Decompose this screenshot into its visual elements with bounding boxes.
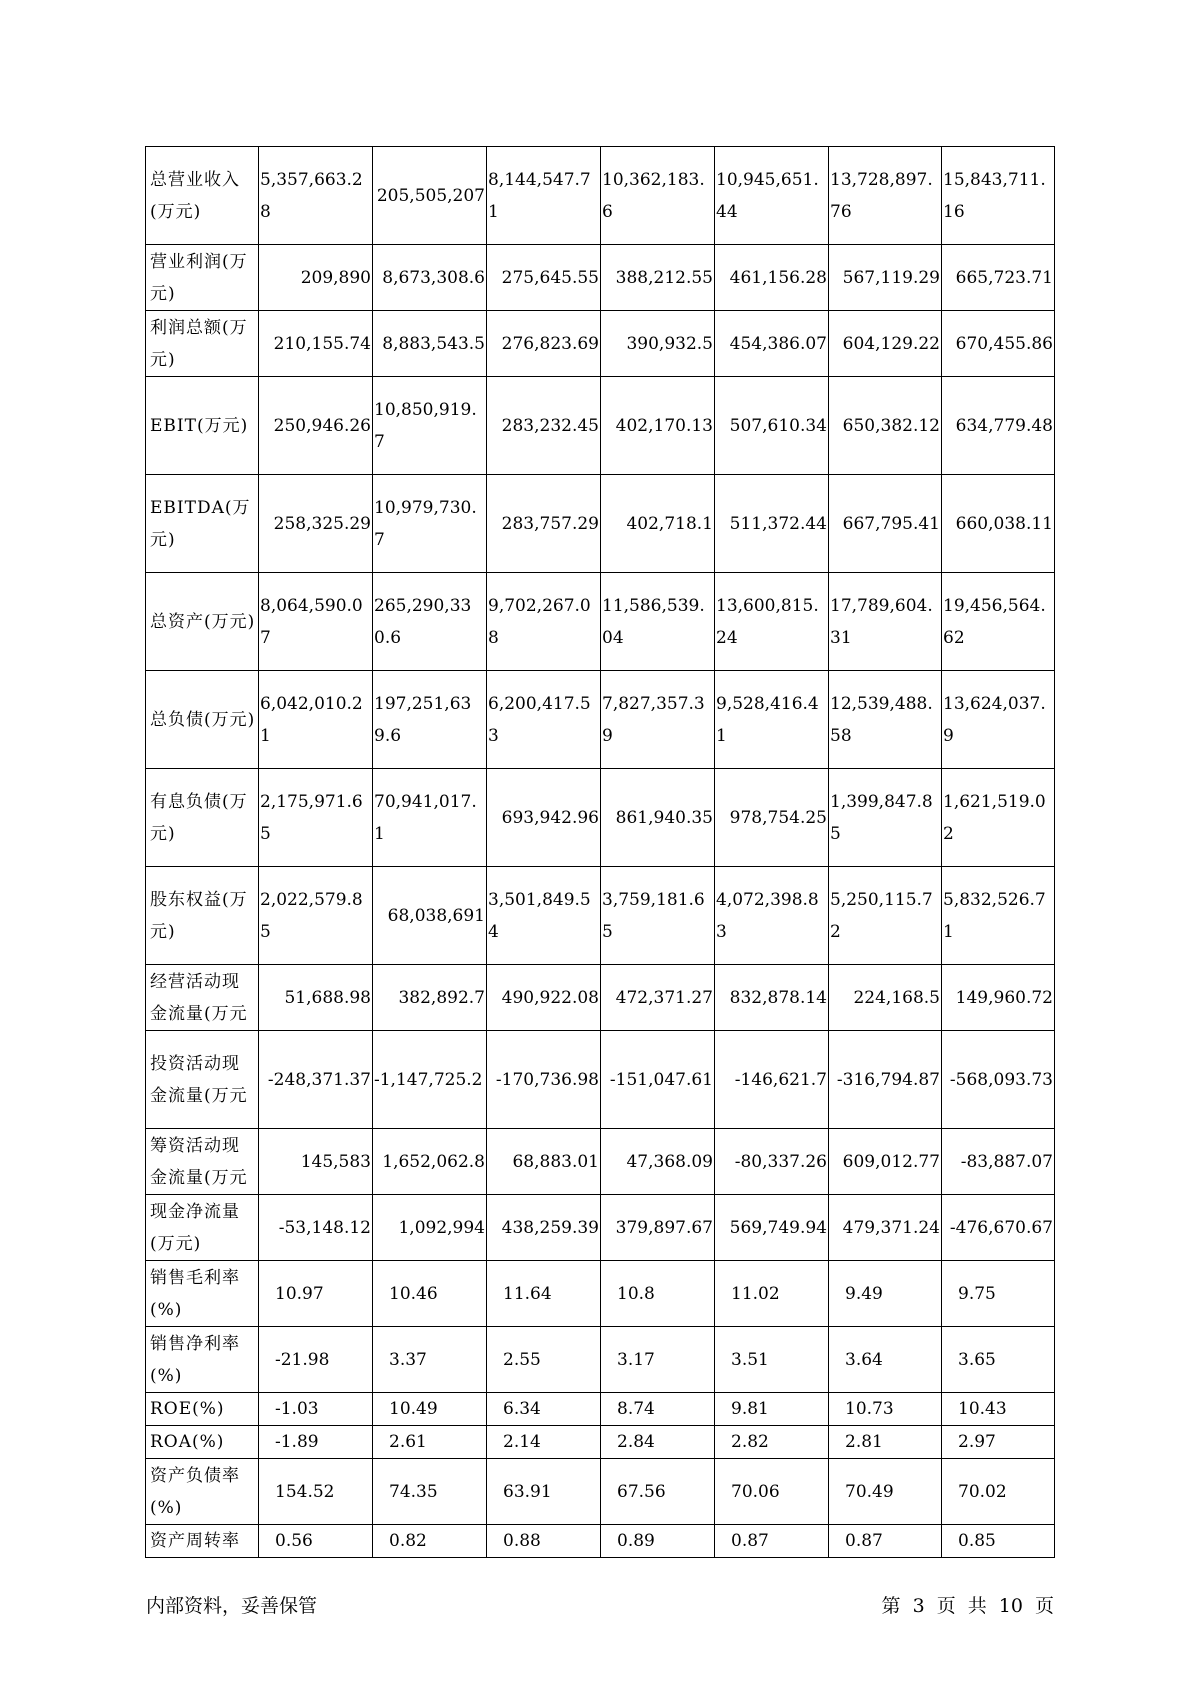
table-cell: 1,092,994 (373, 1195, 487, 1261)
row-label: 筹资活动现金流量(万元 (146, 1129, 259, 1195)
table-cell: 3.64 (829, 1327, 942, 1393)
table-cell: 1,399,847.85 (829, 769, 942, 867)
table-row (146, 245, 1055, 311)
row-label: 总负债(万元) (146, 671, 259, 769)
table-cell: 402,170.13 (601, 377, 715, 475)
table-cell: -151,047.61 (601, 1031, 715, 1129)
table-cell: 250,946.26 (259, 377, 373, 475)
row-label: 资产周转率 (146, 1525, 259, 1558)
table-cell: 6.34 (487, 1393, 601, 1426)
row-label: 销售净利率(%) (146, 1327, 259, 1393)
table-cell: 472,371.27 (601, 965, 715, 1031)
table-cell: 1,621,519.02 (942, 769, 1055, 867)
table-cell: -568,093.73 (942, 1031, 1055, 1129)
table-cell: 2.14 (487, 1426, 601, 1459)
table-cell: 283,757.29 (487, 475, 601, 573)
table-cell: 382,892.7 (373, 965, 487, 1031)
table-cell: 2.81 (829, 1426, 942, 1459)
table-cell: 0.85 (942, 1525, 1055, 1558)
table-cell: 283,232.45 (487, 377, 601, 475)
footer-confidential-note: 内部资料，妥善保管 (146, 1595, 318, 1617)
table-cell: 3.17 (601, 1327, 715, 1393)
row-label: 现金净流量(万元) (146, 1195, 259, 1261)
table-cell: -170,736.98 (487, 1031, 601, 1129)
table-cell: 275,645.55 (487, 245, 601, 311)
row-label: 销售毛利率(%) (146, 1261, 259, 1327)
table-cell: 670,455.86 (942, 311, 1055, 377)
table-row (146, 1327, 1055, 1393)
table-row (146, 1525, 1055, 1558)
table-row (146, 1426, 1055, 1459)
row-label: EBITDA(万元) (146, 475, 259, 573)
table-cell: 0.56 (259, 1525, 373, 1558)
table-cell: 667,795.41 (829, 475, 942, 573)
row-label: ROE(%) (146, 1393, 259, 1426)
table-cell: 660,038.11 (942, 475, 1055, 573)
table-cell: 0.87 (715, 1525, 829, 1558)
table-row (146, 965, 1055, 1031)
row-label: 营业利润(万元) (146, 245, 259, 311)
table-cell: -316,794.87 (829, 1031, 942, 1129)
table-cell: 2.97 (942, 1426, 1055, 1459)
table-cell: -1.89 (259, 1426, 373, 1459)
table-cell: 650,382.12 (829, 377, 942, 475)
table-cell: 224,168.5 (829, 965, 942, 1031)
table-cell: 47,368.09 (601, 1129, 715, 1195)
table-cell: 0.87 (829, 1525, 942, 1558)
table-cell: 5,357,663.28 (259, 147, 373, 245)
table-cell: 479,371.24 (829, 1195, 942, 1261)
row-label: ROA(%) (146, 1426, 259, 1459)
table-cell: 258,325.29 (259, 475, 373, 573)
row-label: 经营活动现金流量(万元 (146, 965, 259, 1031)
table-cell: 604,129.22 (829, 311, 942, 377)
table-cell: 9,702,267.08 (487, 573, 601, 671)
table-cell: 0.89 (601, 1525, 715, 1558)
table-cell: 10,362,183.6 (601, 147, 715, 245)
table-cell: 9.81 (715, 1393, 829, 1426)
table-cell: 10,979,730.7 (373, 475, 487, 573)
table-cell: -80,337.26 (715, 1129, 829, 1195)
table-cell: 3,501,849.54 (487, 867, 601, 965)
table-row (146, 1393, 1055, 1426)
table-cell: 6,042,010.21 (259, 671, 373, 769)
table-cell: 70.06 (715, 1459, 829, 1525)
table-cell: 379,897.67 (601, 1195, 715, 1261)
table-cell: 15,843,711.16 (942, 147, 1055, 245)
table-cell: 11.02 (715, 1261, 829, 1327)
table-cell: 63.91 (487, 1459, 601, 1525)
table-cell: 2.61 (373, 1426, 487, 1459)
table-cell: 0.82 (373, 1525, 487, 1558)
table-cell: 490,922.08 (487, 965, 601, 1031)
table-cell: 70.02 (942, 1459, 1055, 1525)
table-cell: 197,251,639.6 (373, 671, 487, 769)
table-row (146, 1031, 1055, 1129)
table-cell: 10.46 (373, 1261, 487, 1327)
table-row (146, 475, 1055, 573)
row-label: 股东权益(万元) (146, 867, 259, 965)
table-cell: -83,887.07 (942, 1129, 1055, 1195)
table-cell: 438,259.39 (487, 1195, 601, 1261)
row-label: 有息负债(万元) (146, 769, 259, 867)
table-cell: 832,878.14 (715, 965, 829, 1031)
table-row (146, 867, 1055, 965)
table-cell: 6,200,417.53 (487, 671, 601, 769)
row-label: 投资活动现金流量(万元 (146, 1031, 259, 1129)
table-cell: 10.8 (601, 1261, 715, 1327)
table-cell: -53,148.12 (259, 1195, 373, 1261)
table-cell: 13,728,897.76 (829, 147, 942, 245)
table-cell: 8,064,590.07 (259, 573, 373, 671)
table-cell: -1.03 (259, 1393, 373, 1426)
table-cell: 210,155.74 (259, 311, 373, 377)
table-cell: 3.51 (715, 1327, 829, 1393)
table-cell: 567,119.29 (829, 245, 942, 311)
table-cell: 145,583 (259, 1129, 373, 1195)
table-cell: 3,759,181.65 (601, 867, 715, 965)
row-label: 总营业收入(万元) (146, 147, 259, 245)
row-label: 利润总额(万元) (146, 311, 259, 377)
table-cell: 10.49 (373, 1393, 487, 1426)
table-cell: -146,621.7 (715, 1031, 829, 1129)
row-label: 资产负债率(%) (146, 1459, 259, 1525)
table-cell: 609,012.77 (829, 1129, 942, 1195)
table-cell: 10.97 (259, 1261, 373, 1327)
table-cell: 11,586,539.04 (601, 573, 715, 671)
footer-page-number: 第 3 页 共 10 页 (881, 1595, 1054, 1617)
table-cell: 9.49 (829, 1261, 942, 1327)
table-cell: 205,505,207 (373, 147, 487, 245)
table-cell: 70,941,017.1 (373, 769, 487, 867)
table-cell: 10.73 (829, 1393, 942, 1426)
table-cell: 13,624,037.9 (942, 671, 1055, 769)
table-cell: 8,673,308.6 (373, 245, 487, 311)
table-cell: 388,212.55 (601, 245, 715, 311)
table-cell: 4,072,398.83 (715, 867, 829, 965)
table-cell: 978,754.25 (715, 769, 829, 867)
table-cell: 402,718.1 (601, 475, 715, 573)
table-cell: 507,610.34 (715, 377, 829, 475)
row-label: 总资产(万元) (146, 573, 259, 671)
table-cell: 3.37 (373, 1327, 487, 1393)
financial-table-body (146, 147, 1055, 1558)
table-cell: 5,250,115.72 (829, 867, 942, 965)
table-cell: 10.43 (942, 1393, 1055, 1426)
table-cell: 154.52 (259, 1459, 373, 1525)
table-cell: 454,386.07 (715, 311, 829, 377)
table-cell: 390,932.5 (601, 311, 715, 377)
table-cell: -1,147,725.2 (373, 1031, 487, 1129)
table-cell: 2.82 (715, 1426, 829, 1459)
table-cell: 461,156.28 (715, 245, 829, 311)
table-cell: 70.49 (829, 1459, 942, 1525)
table-cell: 265,290,330.6 (373, 573, 487, 671)
table-cell: 74.35 (373, 1459, 487, 1525)
table-cell: 9,528,416.41 (715, 671, 829, 769)
table-cell: 2,022,579.85 (259, 867, 373, 965)
table-cell: 861,940.35 (601, 769, 715, 867)
table-cell: 67.56 (601, 1459, 715, 1525)
table-cell: 2,175,971.65 (259, 769, 373, 867)
table-cell: 10,945,651.44 (715, 147, 829, 245)
table-cell: -21.98 (259, 1327, 373, 1393)
table-cell: 2.55 (487, 1327, 601, 1393)
table-cell: 3.65 (942, 1327, 1055, 1393)
table-row (146, 1129, 1055, 1195)
table-cell: 2.84 (601, 1426, 715, 1459)
table-row (146, 573, 1055, 671)
table-row (146, 671, 1055, 769)
table-cell: 0.88 (487, 1525, 601, 1558)
table-cell: 8,883,543.5 (373, 311, 487, 377)
table-cell: 9.75 (942, 1261, 1055, 1327)
table-cell: 12,539,488.58 (829, 671, 942, 769)
table-cell: 149,960.72 (942, 965, 1055, 1031)
table-row (146, 1261, 1055, 1327)
table-cell: 11.64 (487, 1261, 601, 1327)
table-row (146, 311, 1055, 377)
table-cell: 665,723.71 (942, 245, 1055, 311)
table-cell: 1,652,062.8 (373, 1129, 487, 1195)
table-cell: 209,890 (259, 245, 373, 311)
table-cell: 569,749.94 (715, 1195, 829, 1261)
table-cell: 8.74 (601, 1393, 715, 1426)
table-cell: -476,670.67 (942, 1195, 1055, 1261)
table-cell: 19,456,564.62 (942, 573, 1055, 671)
table-cell: 68,038,691 (373, 867, 487, 965)
table-row (146, 1459, 1055, 1525)
table-cell: 10,850,919.7 (373, 377, 487, 475)
table-row (146, 377, 1055, 475)
row-label: EBIT(万元) (146, 377, 259, 475)
table-cell: 634,779.48 (942, 377, 1055, 475)
table-cell: 17,789,604.31 (829, 573, 942, 671)
table-cell: -248,371.37 (259, 1031, 373, 1129)
financial-table (145, 146, 1055, 1558)
table-row (146, 147, 1055, 245)
table-cell: 276,823.69 (487, 311, 601, 377)
table-cell: 7,827,357.39 (601, 671, 715, 769)
table-row (146, 769, 1055, 867)
table-cell: 693,942.96 (487, 769, 601, 867)
table-cell: 8,144,547.71 (487, 147, 601, 245)
table-row (146, 1195, 1055, 1261)
table-cell: 5,832,526.71 (942, 867, 1055, 965)
table-cell: 51,688.98 (259, 965, 373, 1031)
table-cell: 511,372.44 (715, 475, 829, 573)
table-cell: 68,883.01 (487, 1129, 601, 1195)
table-cell: 13,600,815.24 (715, 573, 829, 671)
